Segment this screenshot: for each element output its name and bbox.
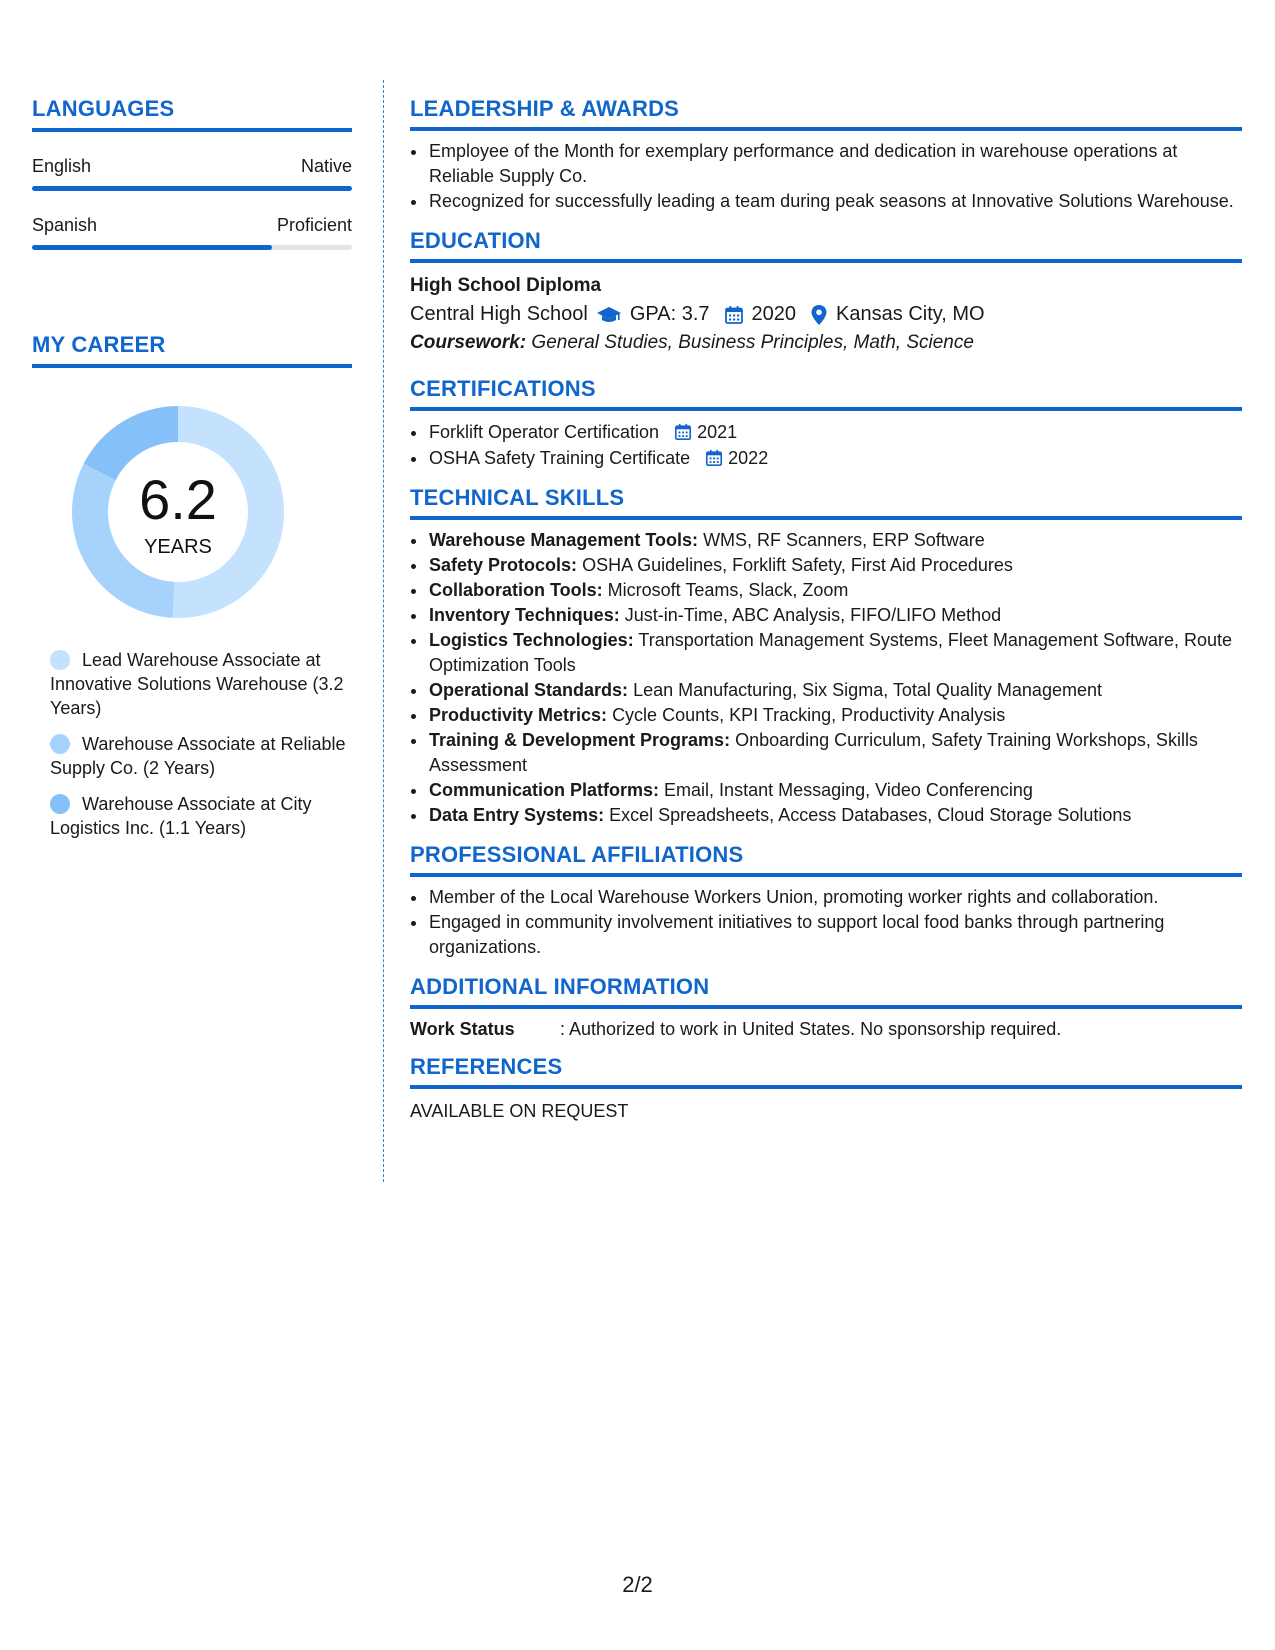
page-number: 2/2: [622, 1572, 653, 1597]
additional-info-title: ADDITIONAL INFORMATION: [410, 974, 1242, 1009]
education-details: [410, 303, 1242, 326]
certifications-title: CERTIFICATIONS: [410, 376, 1242, 411]
education-section: [410, 228, 1242, 354]
list-item: • Member of the Local Warehouse Workers Union, promoting worker rights and collaboration.: [428, 885, 1242, 910]
left-column: [32, 96, 352, 368]
additional-info-section: [410, 974, 1242, 1040]
languages-title: LANGUAGES: [32, 96, 352, 132]
skills-title: TECHNICAL SKILLS: [410, 485, 1242, 520]
list-item: [428, 553, 1242, 578]
skills-list: [410, 528, 1242, 828]
coursework-label: Coursework:: [410, 332, 527, 353]
career-role-label: Lead Warehouse Associate at Innovative Solutions Warehouse (3.2 Years): [50, 650, 344, 718]
column-divider: [383, 80, 384, 1182]
calendar-icon: [705, 449, 723, 467]
degree-name: High School Diploma: [410, 275, 602, 296]
work-status-label: Work Status: [410, 1019, 515, 1039]
skill-value: OSHA Guidelines, Forklift Safety, First Aid Procedures: [582, 555, 1013, 575]
skill-value: Just-in-Time, ABC Analysis, FIFO/LIFO Method: [624, 605, 1002, 625]
list-item: [428, 628, 1242, 678]
skill-label: Collaboration Tools:: [429, 580, 603, 600]
career-legend-item: [50, 648, 350, 720]
skill-value: Cycle Counts, KPI Tracking, Productivity Analysis: [612, 705, 1006, 725]
skill-value: Onboarding Curriculum, Safety Training Workshops, Skills Assessment: [429, 730, 1198, 775]
skill-value: Transportation Management Systems, Fleet Management Software, Route Optimization Tools: [429, 630, 1233, 675]
leadership-section: [410, 96, 1242, 214]
skill-label: Training & Development Programs:: [429, 730, 731, 750]
list-item: [428, 603, 1242, 628]
language-item: [32, 215, 352, 250]
list-item: • Engaged in community involvement initiatives to support local food banks through partnering organizations.: [428, 910, 1242, 960]
skills-section: [410, 485, 1242, 828]
calendar-icon: [724, 305, 744, 325]
skill-label: Communication Platforms:: [429, 780, 660, 800]
affiliations-list: [410, 885, 1242, 960]
language-bar: [32, 186, 352, 191]
skill-value: Email, Instant Messaging, Video Conferencing: [664, 780, 1033, 800]
language-bar-fill: [32, 186, 352, 191]
work-status-row: [410, 1019, 1242, 1040]
career-role-label: Warehouse Associate at Reliable Supply Co. (2 Years): [50, 734, 346, 778]
career-role-label: Warehouse Associate at City Logistics Inc. (1.1 Years): [50, 794, 312, 838]
graduation-cap-icon: [596, 305, 622, 325]
career-legend-item: [50, 792, 350, 840]
list-item: [428, 528, 1242, 553]
list-item: [428, 445, 1242, 471]
list-item: [428, 703, 1242, 728]
list-item: [428, 419, 1242, 445]
skill-value: Microsoft Teams, Slack, Zoom: [607, 580, 849, 600]
skill-value: Excel Spreadsheets, Access Databases, Cloud Storage Solutions: [609, 805, 1132, 825]
language-bar-fill: [32, 245, 272, 250]
language-name: Spanish: [32, 215, 98, 235]
skill-label: Operational Standards:: [429, 680, 629, 700]
list-item: [428, 678, 1242, 703]
list-item: • Employee of the Month for exemplary performance and dedication in warehouse operations at Reliable Supply Co.: [428, 139, 1242, 189]
list-item: [428, 578, 1242, 603]
language-item: [32, 156, 352, 191]
coursework-value: General Studies, Business Principles, Math, Science: [531, 332, 974, 353]
career-title: MY CAREER: [32, 332, 352, 368]
leadership-title: LEADERSHIP & AWARDS: [410, 96, 1242, 131]
graduation-year: 2020: [751, 303, 797, 325]
affiliations-section: [410, 842, 1242, 960]
right-column: [410, 96, 1242, 1136]
certifications-list: [410, 419, 1242, 471]
coursework: [410, 332, 1242, 354]
skill-label: Inventory Techniques:: [429, 605, 620, 625]
affiliations-title: PROFESSIONAL AFFILIATIONS: [410, 842, 1242, 877]
list-item: [428, 778, 1242, 803]
certification-year: 2021: [697, 422, 738, 442]
location-pin-icon: [810, 304, 828, 326]
calendar-icon: [674, 423, 692, 441]
language-level: Native: [300, 156, 352, 176]
leadership-list: [410, 139, 1242, 214]
legend-dot: [50, 794, 70, 814]
language-name: English: [32, 156, 92, 176]
career-total-years: 6.2: [139, 468, 217, 531]
certification-name: OSHA Safety Training Certificate: [429, 448, 691, 468]
gpa: GPA: 3.7: [629, 303, 710, 325]
career-legend-item: [50, 732, 350, 780]
skill-value: Lean Manufacturing, Six Sigma, Total Quality Management: [633, 680, 1102, 700]
language-level: Proficient: [276, 215, 352, 235]
references-section: [410, 1054, 1242, 1122]
references-title: REFERENCES: [410, 1054, 1242, 1089]
legend-dot: [50, 650, 70, 670]
skill-label: Data Entry Systems:: [429, 805, 605, 825]
list-item: [428, 728, 1242, 778]
skill-label: Safety Protocols:: [429, 555, 578, 575]
school-name: Central High School: [410, 303, 588, 325]
school-location: Kansas City, MO: [836, 303, 985, 325]
legend-dot: [50, 734, 70, 754]
career-years-unit: YEARS: [144, 536, 212, 558]
certifications-section: [410, 376, 1242, 471]
skill-value: WMS, RF Scanners, ERP Software: [703, 530, 985, 550]
list-item: • Recognized for successfully leading a team during peak seasons at Innovative Solutions Warehouse.: [428, 189, 1242, 214]
certification-year: 2022: [728, 448, 769, 468]
education-title: EDUCATION: [410, 228, 1242, 263]
certification-name: Forklift Operator Certification: [429, 422, 660, 442]
list-item: [428, 803, 1242, 828]
skill-label: Logistics Technologies:: [429, 630, 634, 650]
skill-label: Warehouse Management Tools:: [429, 530, 699, 550]
career-legend: [50, 648, 350, 852]
language-bar: [32, 245, 352, 250]
references-text: AVAILABLE ON REQUEST: [410, 1101, 629, 1121]
work-status-value: : Authorized to work in United States. No sponsorship required.: [560, 1019, 1062, 1039]
career-donut-chart: [66, 400, 290, 624]
skill-label: Productivity Metrics:: [429, 705, 608, 725]
